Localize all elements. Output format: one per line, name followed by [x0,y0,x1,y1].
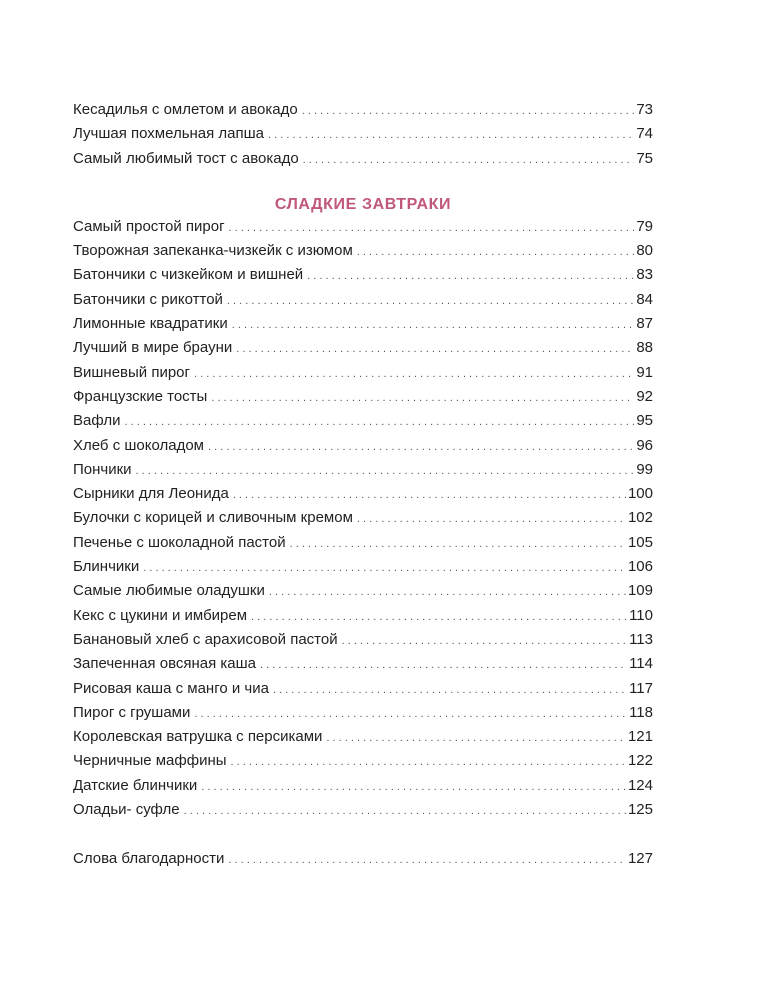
toc-entry-page: 114 [629,655,653,673]
toc-entry-title: Лучшая похмельная лапша [73,125,265,143]
toc-entry[interactable] [73,122,653,146]
dot-leader [307,263,634,288]
toc-entry-title: Королевская ватрушка с персиками [73,728,323,746]
toc-entry-page: 102 [627,509,653,527]
toc-entry-title: Слова благодарности [73,850,225,868]
toc-entry-title: Вафли [73,412,121,430]
dot-leader [269,579,626,604]
dot-leader [342,628,627,653]
toc-entry-page: 91 [636,363,653,381]
toc-entry[interactable] [73,336,653,360]
toc-entry[interactable] [73,579,653,603]
toc-entry-page: 118 [629,703,653,721]
toc-entry-title: Кесадилья с омлетом и авокадо [73,101,298,118]
toc-entry-title: Блинчики [73,558,140,576]
toc-entry-title: Пончики [73,460,132,478]
toc-entry-page: 124 [627,776,653,794]
toc-entry-title: Самые любимые оладушки [73,582,265,600]
toc-entry-page: 83 [636,266,653,284]
toc-entry-title: Самый любимый тост с авокадо [73,149,299,167]
dot-leader [229,215,635,240]
toc-entry[interactable] [73,652,653,676]
toc-entry-page: 106 [627,558,653,576]
toc-entry-title: Самый простой пирог [73,217,225,235]
toc-entry-page: 121 [627,728,653,746]
toc-entry-page: 96 [636,436,653,454]
dot-leader [143,555,626,580]
toc-entry-page: 125 [627,801,653,819]
toc-entry[interactable] [73,409,653,433]
dot-leader [201,774,626,799]
toc-entry[interactable] [73,215,653,239]
toc-entry[interactable] [73,628,653,652]
toc-entry-page: 74 [636,125,653,143]
toc-entry[interactable] [73,847,653,871]
toc-entry-page: 73 [636,101,653,118]
dot-leader [326,725,626,750]
toc-entry[interactable] [73,239,653,263]
toc-entry-title: Пирог с грушами [73,703,191,721]
toc-entry[interactable] [73,701,653,725]
toc-bottom-list [73,847,653,871]
toc-entry-title: Оладьи- суфле [73,801,180,819]
toc-entry-page: 127 [627,850,653,868]
table-of-contents [73,98,653,872]
dot-leader [302,98,635,123]
toc-entry[interactable] [73,531,653,555]
dot-leader [125,409,635,434]
toc-entry-title: Лучший в мире брауни [73,339,233,357]
toc-entry-title: Черничные маффины [73,752,227,770]
toc-entry[interactable] [73,385,653,409]
toc-entry[interactable] [73,288,653,312]
toc-entry-page: 122 [627,752,653,770]
toc-entry[interactable] [73,506,653,530]
dot-leader [357,239,635,264]
dot-leader [303,147,635,172]
toc-entry-page: 110 [629,606,653,624]
dot-leader [194,361,634,386]
toc-entry-page: 109 [627,582,653,600]
spacer [73,822,653,847]
toc-entry-title: Датские блинчики [73,776,198,794]
dot-leader [194,701,627,726]
toc-entry-page: 80 [636,242,653,260]
toc-entry-title: Печенье с шоколадной пастой [73,533,286,551]
dot-leader [260,652,627,677]
dot-leader [273,677,627,702]
toc-entry-page: 84 [636,290,653,308]
toc-entry[interactable] [73,798,653,822]
toc-entry-title: Французские тосты [73,387,208,405]
dot-leader [227,288,634,313]
toc-entry-page: 117 [629,679,653,697]
toc-entry-title: Сырники для Леонида [73,485,229,503]
toc-entry-page: 88 [636,339,653,357]
toc-entry-page: 92 [636,387,653,405]
dot-leader [232,312,635,337]
toc-entry[interactable] [73,725,653,749]
toc-section-list [73,215,653,822]
toc-entry[interactable] [73,98,653,122]
toc-entry[interactable] [73,677,653,701]
toc-entry-title: Вишневый пирог [73,363,190,381]
dot-leader [228,847,626,872]
toc-entry-title: Банановый хлеб с арахисовой пастой [73,630,338,648]
dot-leader [211,385,634,410]
toc-entry[interactable] [73,458,653,482]
dot-leader [233,482,626,507]
dot-leader [357,506,626,531]
toc-entry[interactable] [73,749,653,773]
dot-leader [236,336,634,361]
toc-entry-title: Кекс с цукини и имбирем [73,606,248,624]
dot-leader [208,434,634,459]
dot-leader [251,604,627,629]
toc-entry[interactable] [73,482,653,506]
toc-entry-page: 100 [627,485,653,503]
toc-entry[interactable] [73,434,653,458]
dot-leader [231,749,626,774]
toc-entry[interactable] [73,604,653,628]
toc-entry-page: 105 [627,533,653,551]
section-heading: СЛАДКИЕ ЗАВТРАКИ [274,195,452,213]
toc-entry-title: Батончики с рикоттой [73,290,223,308]
toc-entry[interactable] [73,555,653,579]
dot-leader [136,458,635,483]
dot-leader [184,798,626,823]
dot-leader [268,122,634,147]
toc-entry-page: 95 [636,412,653,430]
dot-leader [290,531,626,556]
toc-entry[interactable] [73,147,653,171]
toc-entry-page: 87 [636,315,653,333]
toc-entry-title: Хлеб с шоколадом [73,436,204,454]
toc-entry-page: 113 [629,630,653,648]
toc-entry-title: Булочки с корицей и сливочным кремом [73,509,353,527]
toc-entry-title: Батончики с чизкейком и вишней [73,266,304,284]
toc-entry[interactable] [73,361,653,385]
toc-entry-page: 75 [636,149,653,167]
toc-entry-title: Лимонные квадратики [73,315,228,333]
toc-entry-title: Запеченная овсяная каша [73,655,257,673]
toc-entry-title: Творожная запеканка-чизкейк с изюмом [73,242,353,260]
toc-entry[interactable] [73,263,653,287]
toc-top-list [73,98,653,171]
toc-entry-title: Рисовая каша с манго и чиа [73,679,269,697]
toc-entry-page: 99 [636,460,653,478]
toc-entry-page: 79 [636,217,653,235]
toc-entry[interactable] [73,774,653,798]
toc-entry[interactable] [73,312,653,336]
